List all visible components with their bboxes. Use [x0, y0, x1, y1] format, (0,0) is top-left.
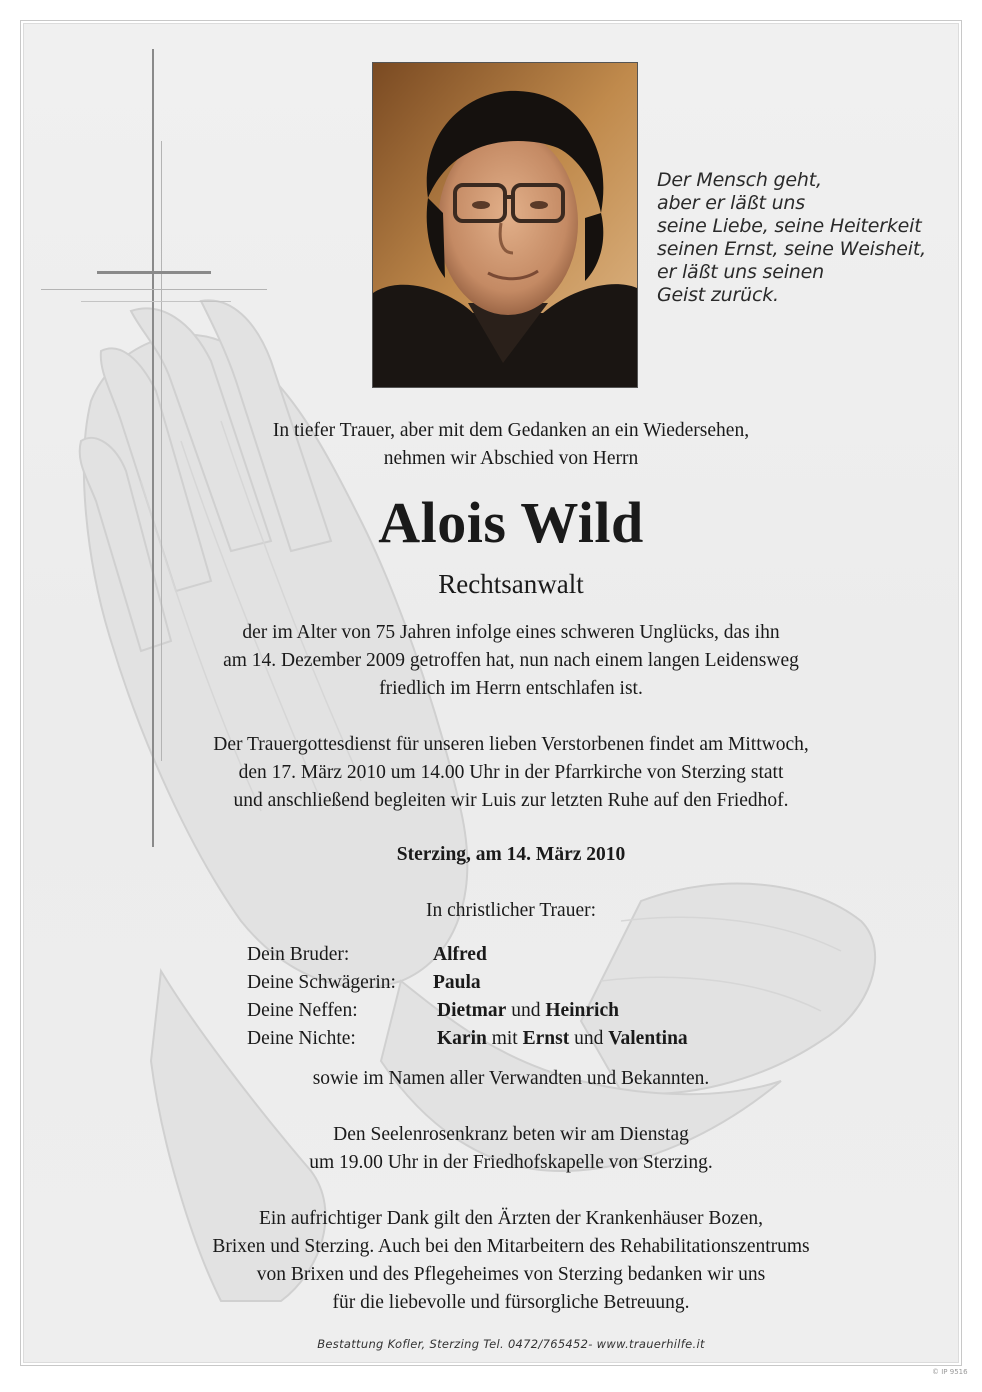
relation-label: Deine Nichte: [247, 1028, 356, 1049]
family-name: Heinrich [545, 1000, 619, 1021]
quote-line-3: seine Liebe, seine Heiterkeit [657, 215, 922, 237]
cross-horizontal-thin-line-2 [81, 301, 231, 302]
conjunction: und [574, 1028, 604, 1049]
rosary-line-2: um 19.00 Uhr in der Friedhofskapelle von Sterzing. [309, 1152, 713, 1173]
intro-line-1: In tiefer Trauer, aber mit dem Gedanken an ein Wiedersehen, [272, 420, 750, 441]
family-name: Karin [437, 1028, 487, 1049]
passing-text [161, 619, 861, 703]
deceased-name: Alois Wild [378, 490, 644, 555]
passing-line-1: der im Alter von 75 Jahren infolge eines schweren Unglücks, das ihn [242, 622, 780, 643]
rosary-text [161, 1121, 861, 1177]
thanks-line-3: von Brixen und des Pflegeheimes von Sterzing bedanken wir uns [256, 1264, 766, 1285]
intro-line-2: nehmen wir Abschied von Herrn [383, 448, 639, 469]
quote-line-4: seinen Ernst, seine Weisheit, [657, 238, 926, 260]
rosary-line-1: Den Seelenrosenkranz beten wir am Dienstag [333, 1124, 689, 1145]
passing-line-2: am 14. Dezember 2009 getroffen hat, nun nach einem langen Leidensweg [223, 650, 799, 671]
thanks-text [161, 1205, 861, 1317]
portrait-image [373, 63, 637, 387]
copyright-mark: © IP 9516 [932, 1368, 968, 1376]
cross-horizontal-thin-line [41, 289, 267, 290]
deceased-profession: Rechtsanwalt [438, 569, 584, 599]
conjunction: mit [491, 1028, 518, 1049]
relation-label: Deine Schwägerin: [247, 972, 396, 993]
intro-text [161, 417, 861, 473]
service-line-3: und anschließend begleiten wir Luis zur letzten Ruhe auf den Friedhof. [233, 790, 789, 811]
service-line-2: den 17. März 2010 um 14.00 Uhr in der Pfarrkirche von Sterzing statt [238, 762, 784, 783]
mourners-intro: In christlicher Trauer: [425, 900, 597, 921]
quote-line-5: er läßt uns seinen [657, 261, 824, 283]
family-name: Paula [433, 972, 481, 993]
place-date: Sterzing, am 14. März 2010 [396, 844, 626, 865]
thanks-line-4: für die liebevolle und fürsorgliche Betreuung. [332, 1292, 690, 1313]
quote-line-2: aber er läßt uns [657, 192, 805, 214]
cross-vertical-bar [152, 49, 154, 847]
obituary-card [20, 20, 962, 1366]
relation-label: Deine Neffen: [247, 1000, 358, 1021]
relation-label: Dein Bruder: [247, 944, 350, 965]
cross-horizontal-bar [97, 271, 211, 274]
service-text [161, 731, 861, 815]
conjunction: und [511, 1000, 541, 1021]
portrait-photo [372, 62, 638, 388]
memorial-quote [657, 169, 957, 307]
family-name: Alfred [433, 944, 487, 965]
passing-line-3: friedlich im Herrn entschlafen ist. [379, 678, 643, 699]
thanks-line-2: Brixen und Sterzing. Auch bei den Mitarbeitern des Rehabilitationszentrums [212, 1236, 810, 1257]
family-name: Dietmar [437, 1000, 507, 1021]
relatives-text: sowie im Namen aller Verwandten und Bekannten. [312, 1068, 710, 1089]
funeral-home-footer: Bestattung Kofler, Sterzing Tel. 0472/765452- www.trauerhilfe.it [317, 1337, 705, 1351]
thanks-line-1: Ein aufrichtiger Dank gilt den Ärzten der Krankenhäuser Bozen, [258, 1208, 764, 1229]
quote-line-1: Der Mensch geht, [657, 169, 822, 191]
service-line-1: Der Trauergottesdienst für unseren lieben Verstorbenen findet am Mittwoch, [213, 734, 809, 755]
quote-line-6: Geist zurück. [657, 284, 779, 306]
family-name: Ernst [522, 1028, 570, 1049]
family-name: Valentina [608, 1028, 688, 1049]
